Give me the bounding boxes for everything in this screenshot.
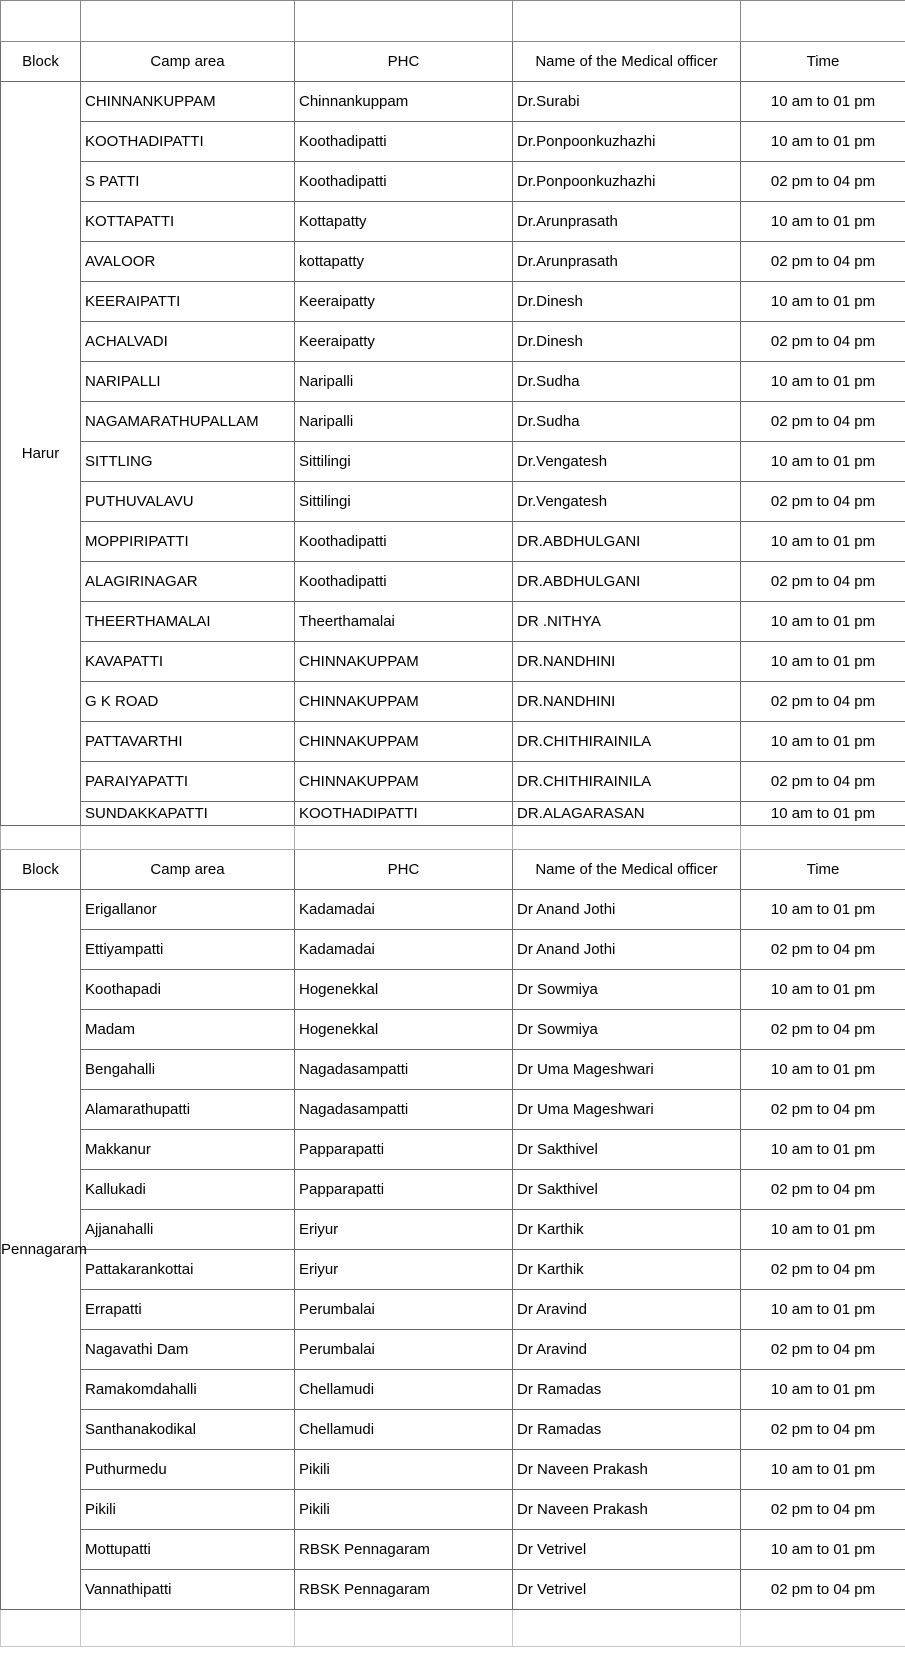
table-row <box>1 522 905 562</box>
medical-officer-cell: Dr.Ponpoonkuzhazhi <box>513 122 741 162</box>
table-row <box>1 1490 905 1530</box>
time-cell: 02 pm to 04 pm <box>741 562 905 602</box>
camp-area-cell: Santhanakodikal <box>81 1410 295 1450</box>
blank-cell <box>1 1610 81 1647</box>
camp-area-cell: Ajjanahalli <box>81 1210 295 1250</box>
table-row <box>1 442 905 482</box>
time-cell: 02 pm to 04 pm <box>741 1250 905 1290</box>
phc-cell: Kottapatty <box>295 202 513 242</box>
time-cell: 02 pm to 04 pm <box>741 322 905 362</box>
phc-cell: Koothadipatti <box>295 562 513 602</box>
camp-area-cell: KOOTHADIPATTI <box>81 122 295 162</box>
camp-area-cell: ACHALVADI <box>81 322 295 362</box>
medical-officer-cell: Dr.Dinesh <box>513 282 741 322</box>
camp-area-cell: Errapatti <box>81 1290 295 1330</box>
time-cell: 02 pm to 04 pm <box>741 1490 905 1530</box>
medical-officer-cell: Dr Sakthivel <box>513 1170 741 1210</box>
blank-cell <box>1 1 81 42</box>
phc-cell: Nagadasampatti <box>295 1090 513 1130</box>
medical-officer-cell: DR.CHITHIRAINILA <box>513 762 741 802</box>
table-row <box>1 82 905 122</box>
table-row <box>1 1290 905 1330</box>
header-phc: PHC <box>295 42 513 82</box>
time-cell: 02 pm to 04 pm <box>741 1570 905 1610</box>
phc-cell: Eriyur <box>295 1250 513 1290</box>
time-cell: 02 pm to 04 pm <box>741 930 905 970</box>
camp-area-cell: Alamarathupatti <box>81 1090 295 1130</box>
phc-cell: Sittilingi <box>295 482 513 522</box>
table-row <box>1 1130 905 1170</box>
header-medical-officer: Name of the Medical officer <box>513 42 741 82</box>
phc-cell: CHINNAKUPPAM <box>295 762 513 802</box>
phc-cell: Hogenekkal <box>295 970 513 1010</box>
time-cell: 10 am to 01 pm <box>741 602 905 642</box>
blank-cell <box>741 826 905 850</box>
medical-officer-cell: Dr.Surabi <box>513 82 741 122</box>
phc-cell: Hogenekkal <box>295 1010 513 1050</box>
medical-officer-cell: Dr.Arunprasath <box>513 202 741 242</box>
phc-cell: Naripalli <box>295 402 513 442</box>
table-row <box>1 762 905 802</box>
phc-cell: Pikili <box>295 1450 513 1490</box>
table-row <box>1 1330 905 1370</box>
camp-area-cell: THEERTHAMALAI <box>81 602 295 642</box>
blank-cell <box>81 1 295 42</box>
table-row <box>1 242 905 282</box>
camp-area-cell: CHINNANKUPPAM <box>81 82 295 122</box>
table-row <box>1 602 905 642</box>
time-cell: 02 pm to 04 pm <box>741 682 905 722</box>
time-cell: 02 pm to 04 pm <box>741 402 905 442</box>
camp-area-cell: Madam <box>81 1010 295 1050</box>
phc-cell: Naripalli <box>295 362 513 402</box>
camp-area-cell: Puthurmedu <box>81 1450 295 1490</box>
header-block: Block <box>1 850 81 890</box>
camp-area-cell: Koothapadi <box>81 970 295 1010</box>
header-time: Time <box>741 850 905 890</box>
camp-area-cell: KOTTAPATTI <box>81 202 295 242</box>
camp-area-cell: Ettiyampatti <box>81 930 295 970</box>
medical-officer-cell: Dr Vetrivel <box>513 1570 741 1610</box>
time-cell: 10 am to 01 pm <box>741 1290 905 1330</box>
blank-cell <box>81 826 295 850</box>
camp-area-cell: Bengahalli <box>81 1050 295 1090</box>
time-cell: 10 am to 01 pm <box>741 522 905 562</box>
phc-cell: Kadamadai <box>295 890 513 930</box>
phc-cell: Koothadipatti <box>295 162 513 202</box>
camp-area-cell: Pattakarankottai <box>81 1250 295 1290</box>
time-cell: 02 pm to 04 pm <box>741 1410 905 1450</box>
camp-area-cell: PARAIYAPATTI <box>81 762 295 802</box>
header-block: Block <box>1 42 81 82</box>
time-cell: 02 pm to 04 pm <box>741 1090 905 1130</box>
phc-cell: Chellamudi <box>295 1370 513 1410</box>
table-row <box>1 1050 905 1090</box>
table-row <box>1 1450 905 1490</box>
table-row <box>1 1010 905 1050</box>
time-cell: 02 pm to 04 pm <box>741 762 905 802</box>
medical-officer-cell: Dr Uma Mageshwari <box>513 1050 741 1090</box>
phc-cell: Theerthamalai <box>295 602 513 642</box>
block-name: Harur <box>1 82 81 826</box>
blank-cell <box>295 1 513 42</box>
blank-cell <box>1 826 81 850</box>
table-row <box>1 402 905 442</box>
medical-officer-cell: Dr.Sudha <box>513 362 741 402</box>
time-cell: 10 am to 01 pm <box>741 1530 905 1570</box>
table-row <box>1 802 905 826</box>
medical-officer-cell: Dr Aravind <box>513 1290 741 1330</box>
medical-officer-cell: Dr.Ponpoonkuzhazhi <box>513 162 741 202</box>
medical-officer-cell: DR.NANDHINI <box>513 642 741 682</box>
camp-area-cell: Ramakomdahalli <box>81 1370 295 1410</box>
time-cell: 02 pm to 04 pm <box>741 1170 905 1210</box>
time-cell: 10 am to 01 pm <box>741 202 905 242</box>
time-cell: 10 am to 01 pm <box>741 890 905 930</box>
camp-area-cell: SITTLING <box>81 442 295 482</box>
header-row <box>1 850 905 890</box>
table-row <box>1 1250 905 1290</box>
table-row <box>1 482 905 522</box>
table-row <box>1 1570 905 1610</box>
blank-cell <box>295 826 513 850</box>
phc-cell: kottapatty <box>295 242 513 282</box>
medical-officer-cell: Dr Vetrivel <box>513 1530 741 1570</box>
table-row <box>1 1410 905 1450</box>
medical-officer-cell: Dr Anand Jothi <box>513 890 741 930</box>
time-cell: 02 pm to 04 pm <box>741 482 905 522</box>
camp-area-cell: ALAGIRINAGAR <box>81 562 295 602</box>
table-row <box>1 362 905 402</box>
time-cell: 10 am to 01 pm <box>741 1050 905 1090</box>
phc-cell: CHINNAKUPPAM <box>295 682 513 722</box>
medical-officer-cell: DR.NANDHINI <box>513 682 741 722</box>
camp-area-cell: Mottupatti <box>81 1530 295 1570</box>
camp-area-cell: SUNDAKKAPATTI <box>81 802 295 826</box>
table-row <box>1 642 905 682</box>
blank-cell <box>741 1 905 42</box>
medical-officer-cell: Dr Ramadas <box>513 1370 741 1410</box>
blank-cell <box>81 1610 295 1647</box>
phc-cell: Keeraipatty <box>295 282 513 322</box>
table-row <box>1 722 905 762</box>
table-row <box>1 202 905 242</box>
medical-officer-cell: DR.CHITHIRAINILA <box>513 722 741 762</box>
table-row <box>1 1530 905 1570</box>
header-medical-officer: Name of the Medical officer <box>513 850 741 890</box>
time-cell: 10 am to 01 pm <box>741 122 905 162</box>
medical-officer-cell: Dr.Dinesh <box>513 322 741 362</box>
time-cell: 10 am to 01 pm <box>741 282 905 322</box>
blank-row <box>1 1610 905 1647</box>
header-time: Time <box>741 42 905 82</box>
camp-area-cell: KEERAIPATTI <box>81 282 295 322</box>
header-camp-area: Camp area <box>81 42 295 82</box>
camp-area-cell: G K ROAD <box>81 682 295 722</box>
medical-officer-cell: Dr Aravind <box>513 1330 741 1370</box>
camp-area-cell: PATTAVARTHI <box>81 722 295 762</box>
table-row <box>1 282 905 322</box>
medical-officer-cell: Dr Sakthivel <box>513 1130 741 1170</box>
phc-cell: Nagadasampatti <box>295 1050 513 1090</box>
medical-officer-cell: Dr Ramadas <box>513 1410 741 1450</box>
phc-cell: Kadamadai <box>295 930 513 970</box>
phc-cell: KOOTHADIPATTI <box>295 802 513 826</box>
phc-cell: CHINNAKUPPAM <box>295 722 513 762</box>
blank-row <box>1 1 905 42</box>
time-cell: 10 am to 01 pm <box>741 362 905 402</box>
camp-area-cell: Makkanur <box>81 1130 295 1170</box>
medical-officer-cell: Dr.Vengatesh <box>513 482 741 522</box>
phc-cell: Koothadipatti <box>295 122 513 162</box>
time-cell: 10 am to 01 pm <box>741 1130 905 1170</box>
time-cell: 10 am to 01 pm <box>741 722 905 762</box>
blank-cell <box>513 1 741 42</box>
medical-officer-cell: Dr.Vengatesh <box>513 442 741 482</box>
header-phc: PHC <box>295 850 513 890</box>
schedule-body <box>1 1 905 1647</box>
camp-area-cell: Erigallanor <box>81 890 295 930</box>
camp-area-cell: Kallukadi <box>81 1170 295 1210</box>
time-cell: 02 pm to 04 pm <box>741 242 905 282</box>
medical-officer-cell: Dr Karthik <box>513 1250 741 1290</box>
time-cell: 02 pm to 04 pm <box>741 1330 905 1370</box>
phc-cell: Pikili <box>295 1490 513 1530</box>
phc-cell: Papparapatti <box>295 1130 513 1170</box>
medical-officer-cell: DR.ABDHULGANI <box>513 522 741 562</box>
time-cell: 10 am to 01 pm <box>741 970 905 1010</box>
phc-cell: Koothadipatti <box>295 522 513 562</box>
medical-officer-cell: Dr Naveen Prakash <box>513 1490 741 1530</box>
camp-area-cell: S PATTI <box>81 162 295 202</box>
table-row <box>1 1370 905 1410</box>
phc-cell: Eriyur <box>295 1210 513 1250</box>
camp-area-cell: MOPPIRIPATTI <box>81 522 295 562</box>
time-cell: 10 am to 01 pm <box>741 1450 905 1490</box>
time-cell: 10 am to 01 pm <box>741 442 905 482</box>
camp-area-cell: Vannathipatti <box>81 1570 295 1610</box>
medical-officer-cell: DR.ABDHULGANI <box>513 562 741 602</box>
medical-officer-cell: Dr Sowmiya <box>513 1010 741 1050</box>
camp-area-cell: Nagavathi Dam <box>81 1330 295 1370</box>
header-camp-area: Camp area <box>81 850 295 890</box>
time-cell: 02 pm to 04 pm <box>741 162 905 202</box>
table-row <box>1 562 905 602</box>
blank-row <box>1 826 905 850</box>
medical-officer-cell: DR.ALAGARASAN <box>513 802 741 826</box>
table-row <box>1 162 905 202</box>
phc-cell: Papparapatti <box>295 1170 513 1210</box>
camp-area-cell: Pikili <box>81 1490 295 1530</box>
medical-officer-cell: Dr Anand Jothi <box>513 930 741 970</box>
blank-cell <box>295 1610 513 1647</box>
header-row <box>1 42 905 82</box>
blank-cell <box>513 826 741 850</box>
medical-officer-cell: Dr Sowmiya <box>513 970 741 1010</box>
phc-cell: Perumbalai <box>295 1290 513 1330</box>
phc-cell: CHINNAKUPPAM <box>295 642 513 682</box>
phc-cell: Keeraipatty <box>295 322 513 362</box>
phc-cell: Chinnankuppam <box>295 82 513 122</box>
medical-officer-cell: Dr.Sudha <box>513 402 741 442</box>
table-row <box>1 970 905 1010</box>
time-cell: 10 am to 01 pm <box>741 802 905 826</box>
time-cell: 10 am to 01 pm <box>741 82 905 122</box>
medical-officer-cell: Dr Karthik <box>513 1210 741 1250</box>
table-row <box>1 1090 905 1130</box>
table-row <box>1 682 905 722</box>
camp-area-cell: AVALOOR <box>81 242 295 282</box>
table-row <box>1 322 905 362</box>
camp-area-cell: NAGAMARATHUPALLAM <box>81 402 295 442</box>
time-cell: 02 pm to 04 pm <box>741 1010 905 1050</box>
blank-cell <box>741 1610 905 1647</box>
medical-officer-cell: Dr Uma Mageshwari <box>513 1090 741 1130</box>
table-row <box>1 890 905 930</box>
time-cell: 10 am to 01 pm <box>741 1370 905 1410</box>
phc-cell: RBSK Pennagaram <box>295 1570 513 1610</box>
table-row <box>1 122 905 162</box>
table-row <box>1 1210 905 1250</box>
phc-cell: Sittilingi <box>295 442 513 482</box>
time-cell: 10 am to 01 pm <box>741 642 905 682</box>
phc-cell: RBSK Pennagaram <box>295 1530 513 1570</box>
blank-cell <box>513 1610 741 1647</box>
block-name: Pennagaram <box>1 890 81 1610</box>
table-row <box>1 930 905 970</box>
medical-officer-cell: Dr.Arunprasath <box>513 242 741 282</box>
medical-officer-cell: Dr Naveen Prakash <box>513 1450 741 1490</box>
camp-area-cell: KAVAPATTI <box>81 642 295 682</box>
phc-cell: Chellamudi <box>295 1410 513 1450</box>
time-cell: 10 am to 01 pm <box>741 1210 905 1250</box>
medical-officer-cell: DR .NITHYA <box>513 602 741 642</box>
camp-area-cell: PUTHUVALAVU <box>81 482 295 522</box>
camp-area-cell: NARIPALLI <box>81 362 295 402</box>
table-row <box>1 1170 905 1210</box>
phc-cell: Perumbalai <box>295 1330 513 1370</box>
